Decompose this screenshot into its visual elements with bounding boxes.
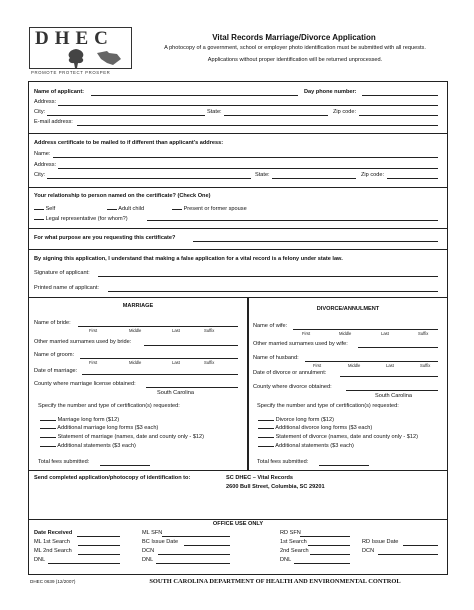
office-ml-2nd-search-label: ML 2nd Search: [34, 548, 72, 554]
office-dcn-1-field[interactable]: [158, 554, 230, 555]
mail-name-field[interactable]: [53, 157, 438, 158]
applicant-state-field[interactable]: [224, 115, 328, 116]
office-dcn-2-label: DCN: [362, 548, 375, 554]
divorce-option-4-qty[interactable]: [258, 442, 274, 447]
applicant-state-label: State:: [207, 109, 222, 115]
tree-icon: [63, 47, 89, 69]
marriage-date-label: Date of marriage:: [34, 368, 78, 374]
marriage-state-note: South Carolina: [157, 390, 195, 396]
divorce-option-3-qty[interactable]: [258, 433, 274, 438]
wife-name-field[interactable]: [293, 329, 438, 330]
form-title: Vital Records Marriage/Divorce Application: [212, 33, 376, 42]
office-date-received-field[interactable]: [77, 536, 120, 537]
purpose-question: For what purpose are you requesting this certificate?: [34, 235, 176, 241]
marriage-option-2-label: Additional marriage long forms ($3 each): [57, 425, 159, 431]
divorce-option-1-qty[interactable]: [258, 416, 274, 421]
marriage-option-1[interactable]: [40, 416, 119, 424]
marriage-option-4[interactable]: [40, 442, 136, 450]
husband-suffix-hint: Suffix: [420, 363, 431, 368]
mail-address-field[interactable]: [58, 168, 438, 169]
marriage-option-4-label: Additional statements ($3 each): [57, 443, 136, 449]
divorce-total-field[interactable]: [319, 465, 369, 466]
signature-label: Signature of applicant:: [34, 270, 90, 276]
office-rd-sfn-field[interactable]: [300, 536, 350, 537]
divorce-state-note: South Carolina: [375, 393, 413, 399]
send-to-org: SC DHEC – Vital Records: [226, 475, 294, 481]
office-dnl-3-field[interactable]: [294, 563, 350, 564]
marriage-county-field[interactable]: [146, 387, 238, 388]
office-ml-1st-search-label: ML 1st Search: [34, 539, 70, 545]
marriage-option-4-qty[interactable]: [40, 442, 56, 447]
mail-state-label: State:: [255, 172, 270, 178]
divorce-option-1[interactable]: [258, 416, 334, 424]
office-use-heading: OFFICE USE ONLY: [212, 521, 264, 527]
marriage-option-1-qty[interactable]: [40, 416, 56, 421]
agency-name: SOUTH CAROLINA DEPARTMENT OF HEALTH AND ENVIRONMENTAL CONTROL: [149, 578, 401, 585]
marriage-option-3-label: Statement of marriage (names, date and county only - $12): [57, 434, 205, 440]
office-rd-issue-date-label: RD Issue Date: [362, 539, 399, 545]
bride-last-hint: Last: [172, 328, 180, 333]
applicant-city-label: City:: [34, 109, 46, 115]
bride-label: Name of bride:: [34, 320, 71, 326]
wife-label: Name of wife:: [253, 323, 288, 329]
marriage-option-3-qty[interactable]: [40, 433, 56, 438]
dhec-logo: [29, 27, 132, 76]
office-1st-search-label: 1st Search: [280, 539, 307, 545]
mail-zip-label: Zip code:: [361, 172, 385, 178]
mail-state-field[interactable]: [272, 178, 356, 179]
logo-letters: DHEC: [35, 28, 114, 49]
husband-last-hint: Last: [386, 363, 394, 368]
office-ml-sfn-label: ML SFN: [142, 530, 163, 536]
applicant-zip-field[interactable]: [359, 115, 438, 116]
adult-child-checkbox-line[interactable]: [107, 205, 117, 210]
mail-zip-field[interactable]: [387, 178, 438, 179]
relationship-spouse[interactable]: [172, 205, 247, 213]
office-rd-sfn-label: RD SFN: [280, 530, 301, 536]
divorce-date-label: Date of divorce or annulment:: [253, 370, 327, 376]
applicant-address-label: Address:: [34, 99, 57, 105]
day-phone-field[interactable]: [362, 95, 438, 96]
bride-name-field[interactable]: [78, 326, 238, 327]
wife-suffix-hint: Suffix: [418, 331, 429, 336]
office-dnl-2-field[interactable]: [156, 563, 230, 564]
printed-name-field[interactable]: [108, 291, 438, 292]
divider-office: [28, 519, 448, 520]
marriage-heading: MARRIAGE: [122, 303, 154, 309]
mail-city-label: City:: [34, 172, 46, 178]
mail-address-label: Address:: [34, 162, 57, 168]
other-surnames-bride-label: Other married surnames used by bride:: [34, 339, 132, 345]
office-2nd-search-field[interactable]: [310, 554, 350, 555]
groom-label: Name of groom:: [34, 352, 75, 358]
office-ml-2nd-search-field[interactable]: [78, 554, 120, 555]
husband-middle-hint: Middle: [348, 363, 361, 368]
logo-tagline: PROMOTE PROTECT PROSPER: [31, 70, 111, 75]
marriage-option-2[interactable]: [40, 424, 158, 432]
bride-middle-hint: Middle: [129, 328, 142, 333]
applicant-name-label: Name of applicant:: [34, 89, 85, 95]
relationship-legal-rep[interactable]: [34, 215, 128, 223]
divorce-county-label: County where divorce obtained:: [253, 384, 332, 390]
divider-2: [28, 187, 448, 188]
divorce-option-2[interactable]: [258, 424, 372, 432]
office-ml-sfn-field[interactable]: [162, 536, 230, 537]
applicant-name-field[interactable]: [91, 95, 298, 96]
legal-rep-checkbox-line[interactable]: [34, 215, 44, 220]
state-map-icon: [95, 49, 123, 67]
divider-1: [28, 133, 448, 134]
form-id: DHEC 0639 (12/2007): [30, 579, 76, 584]
bride-first-hint: First: [89, 328, 98, 333]
relationship-self[interactable]: [34, 205, 55, 213]
other-surnames-bride-field[interactable]: [144, 345, 238, 346]
id-requirement: A photocopy of a government, school or employer photo identification must be submitted with all requests.: [164, 45, 426, 51]
divorce-option-2-qty[interactable]: [258, 424, 274, 429]
email-label: E-mail address:: [34, 119, 73, 125]
legal-rep-label: Legal representative (for whom?): [45, 216, 128, 222]
office-dnl-1-field[interactable]: [48, 563, 120, 564]
office-date-received-label: Date Received: [34, 530, 73, 536]
applicant-address-field[interactable]: [58, 105, 438, 106]
felony-statement: By signing this application, I understand that making a false application for a vital record is a felony under state law.: [34, 256, 343, 262]
husband-name-field[interactable]: [305, 361, 438, 362]
divorce-total-label: Total fees submitted:: [257, 459, 309, 465]
printed-name-label: Printed name of applicant:: [34, 285, 99, 291]
unprocessed-note: Applications without proper identification will be returned unprocessed.: [207, 57, 383, 63]
send-to-address: 2600 Bull Street, Columbia, SC 29201: [226, 484, 325, 490]
office-bc-issue-date-field[interactable]: [184, 545, 230, 546]
wife-last-hint: Last: [381, 331, 389, 336]
other-surnames-wife-label: Other married surnames used by wife:: [253, 341, 348, 347]
office-2nd-search-label: 2nd Search: [280, 548, 309, 554]
bride-suffix-hint: Suffix: [204, 328, 215, 333]
divider-4: [28, 249, 448, 250]
marriage-option-2-qty[interactable]: [40, 424, 56, 429]
groom-last-hint: Last: [172, 360, 180, 365]
office-bc-issue-date-label: BC Issue Date: [142, 539, 179, 545]
divorce-county-field[interactable]: [346, 390, 438, 391]
marriage-total-label: Total fees submitted:: [38, 459, 90, 465]
office-rd-issue-date-field[interactable]: [403, 545, 438, 546]
self-label: Self: [45, 206, 56, 212]
wife-middle-hint: Middle: [339, 331, 352, 336]
marriage-total-field[interactable]: [100, 465, 150, 466]
divorce-specify-label: Specify the number and type of certification(s) requested:: [257, 403, 399, 409]
divider-3: [28, 228, 448, 229]
marriage-date-field[interactable]: [82, 374, 238, 375]
divorce-option-3[interactable]: [258, 433, 418, 441]
office-dnl-1-label: DNL: [34, 557, 46, 563]
marriage-option-3[interactable]: [40, 433, 204, 441]
groom-first-hint: First: [89, 360, 98, 365]
mail-to-heading: Address certificate to be mailed to if different than applicant's address:: [34, 140, 224, 146]
husband-first-hint: First: [313, 363, 322, 368]
office-dnl-3-label: DNL: [280, 557, 292, 563]
divorce-date-field[interactable]: [340, 376, 438, 377]
mail-city-field[interactable]: [47, 178, 251, 179]
applicant-city-field[interactable]: [47, 115, 205, 116]
signature-field[interactable]: [98, 276, 438, 277]
legal-rep-for-whom-field[interactable]: [147, 220, 438, 221]
spouse-label: Present or former spouse: [183, 206, 247, 212]
self-checkbox-line[interactable]: [34, 205, 44, 210]
office-dnl-2-label: DNL: [142, 557, 154, 563]
office-dcn-1-label: DCN: [142, 548, 155, 554]
divorce-option-4-label: Additional statements ($3 each): [275, 443, 354, 449]
other-surnames-wife-field[interactable]: [358, 347, 438, 348]
divorce-option-1-label: Divorce long form ($12): [275, 417, 335, 423]
office-dcn-2-field[interactable]: [378, 554, 438, 555]
divorce-heading: DIVORCE/ANNULMENT: [316, 306, 380, 312]
divorce-option-3-label: Statement of divorce (names, date and county only - $12): [275, 434, 418, 440]
groom-middle-hint: Middle: [129, 360, 142, 365]
office-1st-search-field[interactable]: [308, 545, 350, 546]
groom-suffix-hint: Suffix: [204, 360, 215, 365]
wife-first-hint: First: [302, 331, 311, 336]
email-field[interactable]: [77, 125, 438, 126]
groom-name-field[interactable]: [80, 358, 238, 359]
spouse-checkbox-line[interactable]: [172, 205, 182, 210]
purpose-field[interactable]: [193, 241, 438, 242]
mail-name-label: Name:: [34, 151, 51, 157]
marriage-option-1-label: Marriage long form ($12): [57, 417, 120, 423]
send-to-label: Send completed application/photocopy of identification to:: [34, 475, 191, 481]
relationship-adult-child[interactable]: [107, 205, 144, 213]
marriage-specify-label: Specify the number and type of certification(s) requested:: [38, 403, 180, 409]
husband-label: Name of husband:: [253, 355, 299, 361]
marriage-county-label: County where marriage license obtained:: [34, 381, 136, 387]
divorce-option-2-label: Additional divorce long forms ($3 each): [275, 425, 373, 431]
relationship-question: Your relationship to person named on the certificate? (Check One): [34, 193, 211, 199]
adult-child-label: Adult child: [118, 206, 145, 212]
office-ml-1st-search-field[interactable]: [78, 545, 120, 546]
day-phone-label: Day phone number:: [304, 89, 357, 95]
applicant-zip-label: Zip code:: [333, 109, 357, 115]
divorce-option-4[interactable]: [258, 442, 354, 450]
